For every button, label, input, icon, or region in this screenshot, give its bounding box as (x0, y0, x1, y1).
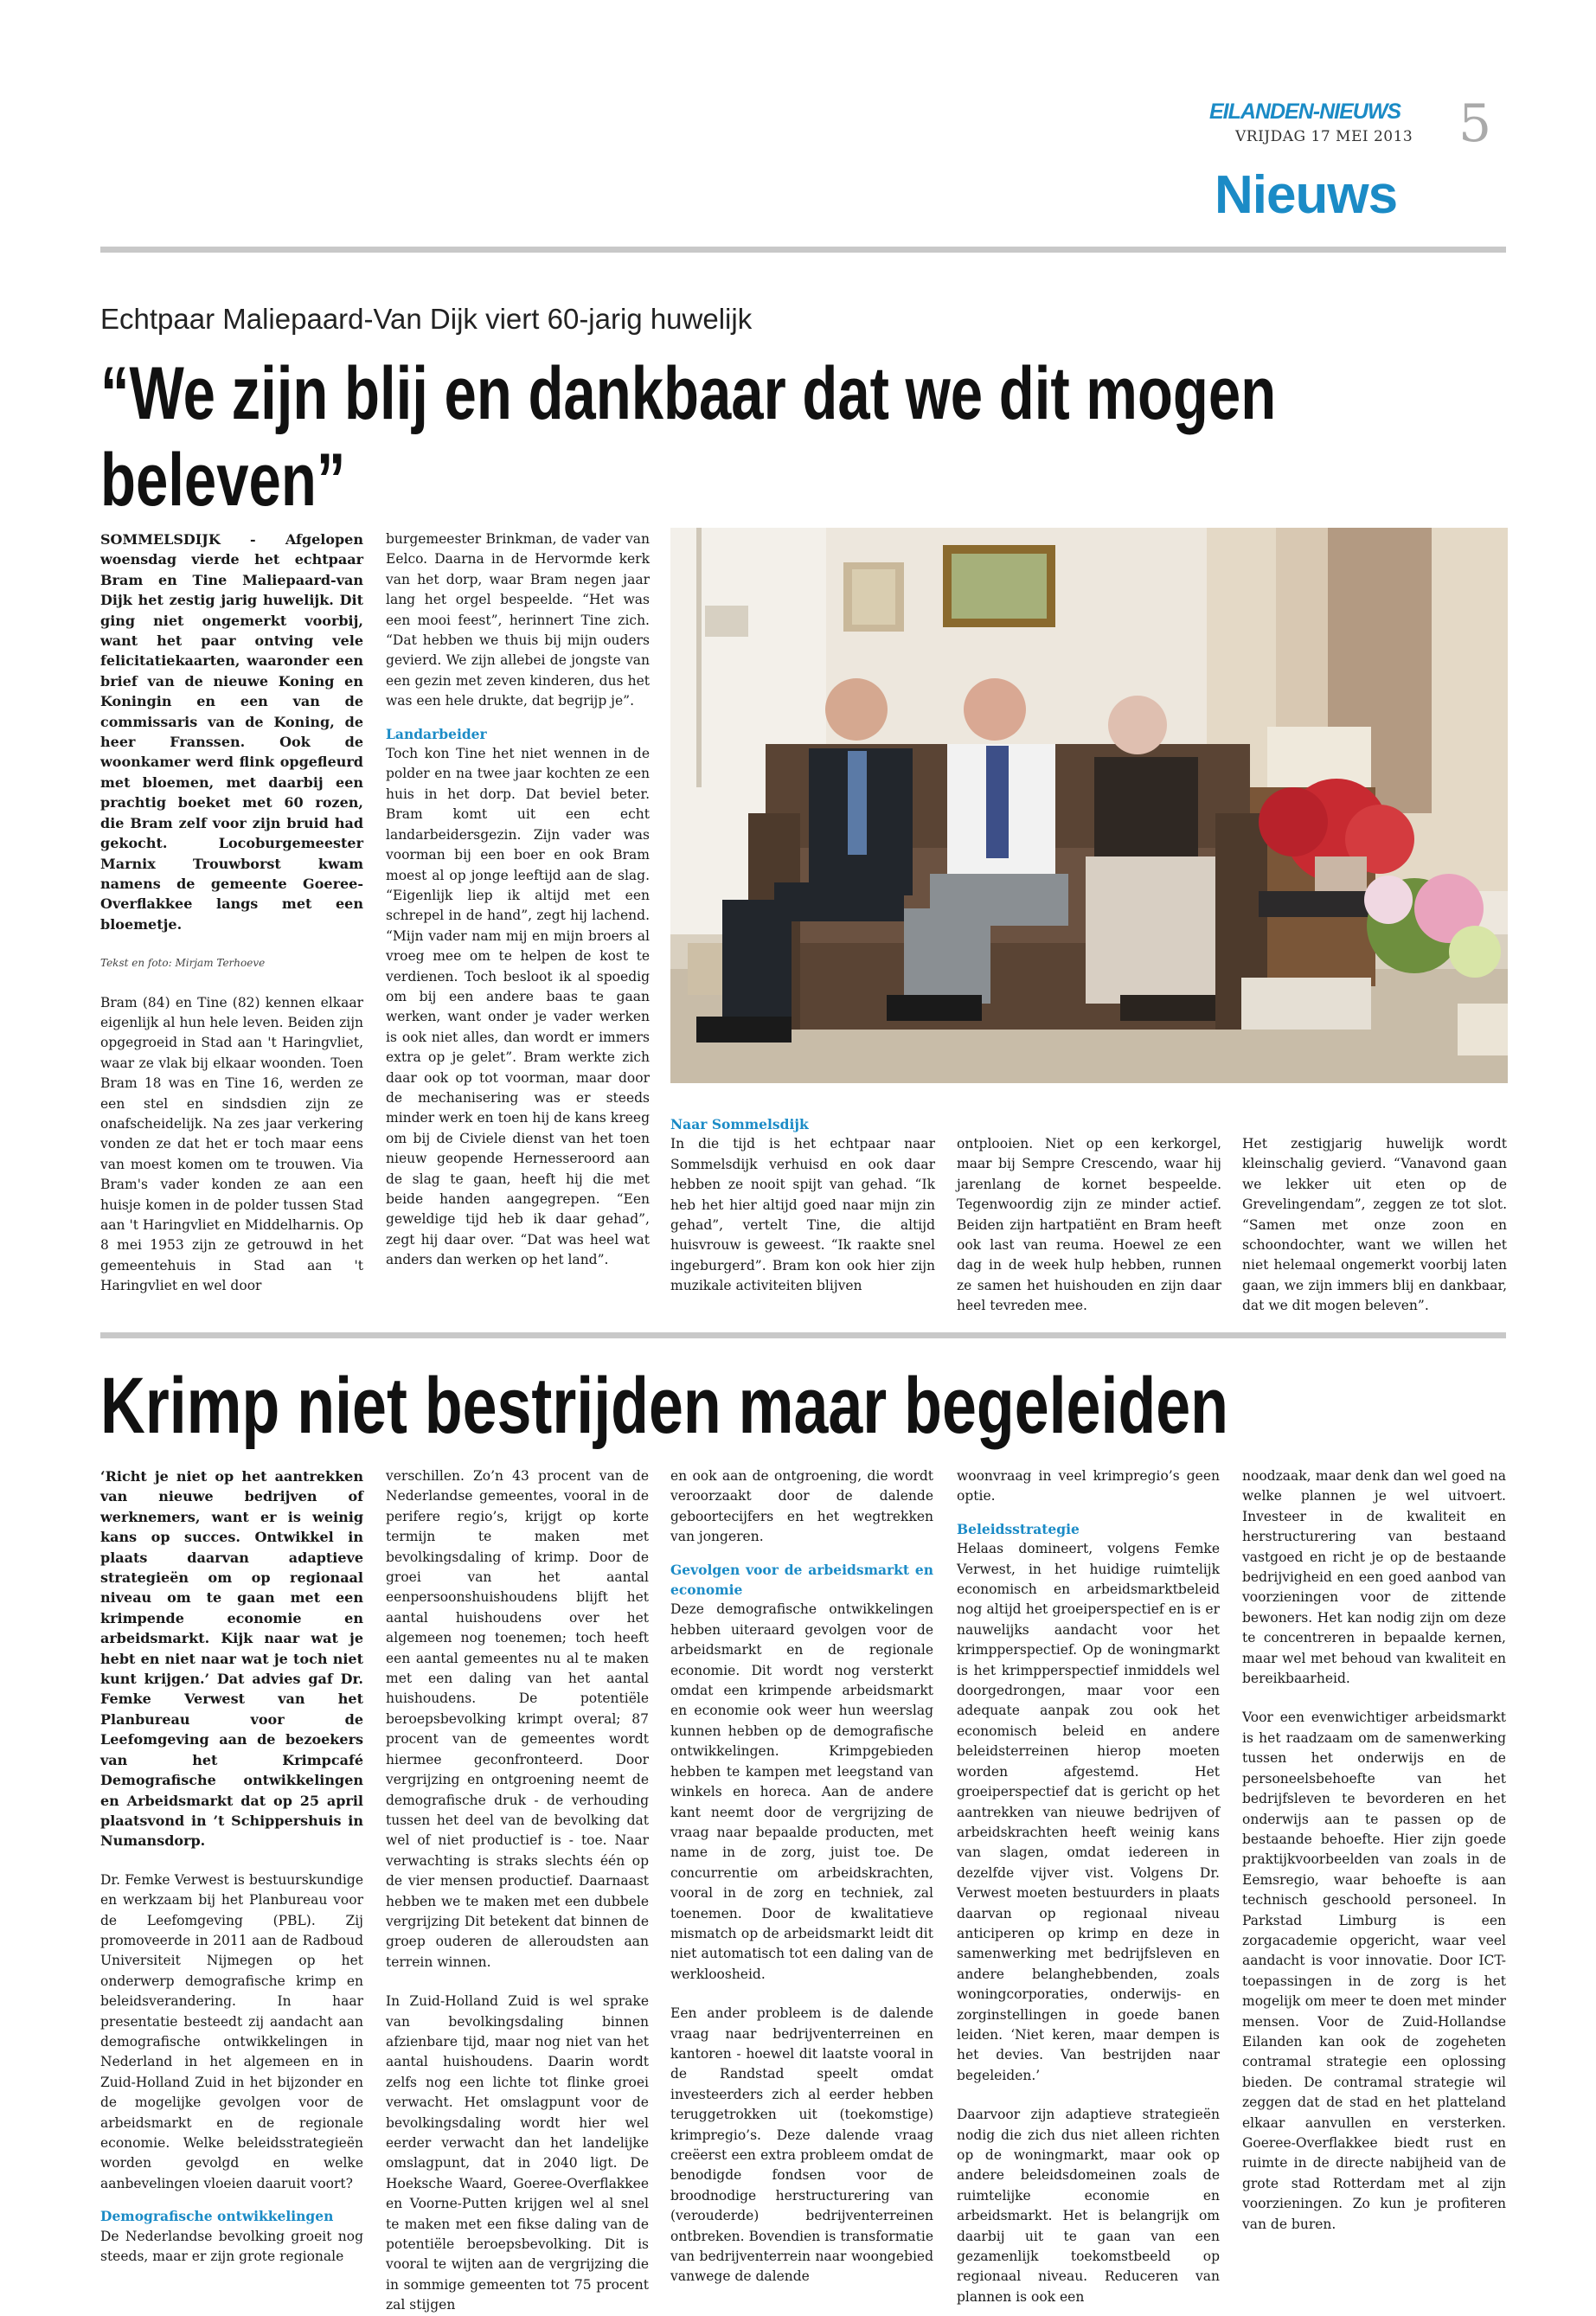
section-title: Nieuws (1215, 165, 1398, 225)
article2-col4-body3: Daarvoor zijn adaptieve strategieën nodig die zich dus niet alleen richten op de woningmarkt, maar ook op andere beleidsdomeinen zoals de ruimtelijke economie en arbeidsmarkt. Het is belangrijk om daarbij uit te gaan van een gezamenlijk toekomstbeeld op regionaal niveau. Reduceren van plannen is ook een (957, 2107, 1220, 2305)
article1-lead: SOMMELSDIJK - Afgelopen woensdag vierde het echtpaar Bram en Tine Maliepaard-van Dijk het zestig jarig huwelijk. Dit ging niet ongemerkt voorbij, want het paar ontving vele felicitatiekaarten, waaronder een brief van de nieuwe Koning en Koningin en een van de commissaris van de Koning, de heer Franssen. Ook de woonkamer werd flink opgefleurd met bloemen, met daarbij een prachtig boeket met 60 rozen, die Bram zelf voor zijn bruid had gekocht. Locoburgemeester Marnix Trouwborst kwam namens de gemeente Goeree-Overflakkee langs met een bloemetje. (100, 531, 363, 933)
article2-col4-body2: Helaas domineert, volgens Femke Verwest, in het huidige ruimtelijk economisch en arbeidsmarktbeleid nog altijd het groeiperspectief en is er nauwelijks aandacht voor het krimpperspectief. Op de woningmarkt is het krimpperspectief inmiddels wel doorgedrongen, maar voor een adequate aanpak zou ook het economisch beleid en andere beleidsterreinen hierop moeten worden afgestemd. Het groeiperspectief dat is gericht op het aantrekken van nieuwe bedrijven of arbeidskrachten heeft weinig kans van slagen, omdat iedereen in dezelfde vijver vist. Volgens Dr. Verwest moeten bestuurders in plaats daarvan op regionaal niveau anticiperen op krimp en deze in samenwerking met bedrijfsleven en andere belanghebbenden, zoals woningcorporaties, onderwijs- en zorginstellingen in goede banen leiden. ‘Niet keren, maar dempen is het devies. Van bestrijden naar begeleiden.’ (957, 1541, 1220, 2083)
article-kicker: Echtpaar Maliepaard-Van Dijk viert 60-jarig huwelijk (100, 303, 753, 335)
article2-col5-body: noodzaak, maar denk dan wel goed na welke plannen je wel uitvoert. Investeer in de kwaliteit en herstructurering van bestaand vastgoed en richt je op de bestaande bedrijvigheid en een goed aanbod van voorzieningen voor de zittende bewoners. Het kan nodig zijn om deze te concentreren in bepaalde kernen, maar wel met behoud van kwaliteit en bereikbaarheid. (1242, 1468, 1506, 1687)
couple-photo (670, 528, 1508, 1083)
article2-col1-body: Dr. Femke Verwest is bestuurskundige en werkzaam bij het Planbureau voor de Leefomgeving (PBL). Zij promoveerde in 2011 aan de Radboud Universiteit Nijmegen op het onderwerp demografische krimp en beleidsverandering. In haar presentatie besteedt zij aandacht aan demografische ontwikkelingen in Nederland in het algemeen en in Zuid-Holland Zuid in het bijzonder en de mogelijke gevolgen voor de arbeidsmarkt en de regionale economie. Welke beleidsstrategieën worden gevolgd en welke aanbevelingen vloeien daaruit voort? (100, 1871, 363, 2191)
article2-col4-body: woonvraag in veel krimpregio’s geen optie. (957, 1468, 1220, 1504)
article2-column-2 (386, 1466, 649, 2316)
article-headline-line2: beleven” (100, 439, 346, 522)
subhead-gevolgen: Gevolgen voor de arbeidsmarkt en economie (670, 1561, 933, 1599)
article2-col2-body2: In Zuid-Holland Zuid is wel sprake van bevolkingsdaling binnen afzienbare tijd, maar nog niet van het aantal huishoudens. Daarin wordt zelfs nog een lichte tot flinke groei verwacht. Het omslagpunt voor de bevolkingsdaling wordt hier wel eerder verwacht dan het landelijke omslagpunt, dat in 2040 ligt. De Hoeksche Waard, Goeree-Overflakkee en Voorne-Putten krijgen wel al snel te maken met een fikse daling van de potentiële beroepsbevolking. Dit is vooral te wijten aan de vergrijzing die in sommige gemeenten tot 75 procent zal stijgen (386, 1993, 649, 2313)
article1-col4-body: ontplooien. Niet op een kerkorgel, maar bij Sempre Crescendo, waar hij jarenlang de kornet bespeelde. Tegenwoordig zijn ze minder actief. Beiden zijn hartpatiënt en Bram heeft ook last van reuma. Hoewel ze een dag in de week hulp hebben, runnen ze samen het huishouden en zijn daar heel tevreden mee. (957, 1136, 1221, 1314)
article1-col2-body2: Toch kon Tine het niet wennen in de polder en na twee jaar kochten ze een huis in het dorp. Dat beviel beter. Bram komt uit een echt landarbeidersgezin. Zijn vader was voorman bij een boer en ook Bram moest al op jonge leeftijd aan de slag. “Eigenlijk liep ik altijd met een schrepel in de hand”, zegt hij lachend. “Mijn vader nam mij en mijn broers al vroeg mee om te helpen de kost te verdienen. Toch besloot ik al spoedig om bij een andere baas te gaan werken, want onder je vader werken is ook niet alles, dan wordt er immers extra op je gelet”. Bram werkte zich daar ook op tot voorman, maar door de mechanisering was er steeds minder werk en toen hij de kans kreeg om bij de Civiele dienst van het toen nieuw geopende Hernesseroord aan de slag te gaan, heeft hij die met beide handen aangegrepen. “Een geweldige tijd heb ik daar gehad”, zegt hij daar over. “Dat was heel wat anders dan werken op het land”. (386, 746, 650, 1268)
page-number: 5 (1458, 93, 1492, 154)
article2-column-1 (100, 1466, 363, 2267)
paper-logo: EILANDEN-NIEUWS (1209, 99, 1401, 124)
header-rule (100, 247, 1506, 253)
article1-col2-body: burgemeester Brinkman, de vader van Eelco. Daarna in de Hervormde kerk van het dorp, waar Bram negen jaar lang het orgel bespeelde. “Het was een mooi feest”, herinnert Tine zich. “Dat hebben we thuis bij mijn ouders gevierd. We zijn allebei de jongste van een gezin met zeven kinderen, dus het was een hele drukte, dat begrijp je”. (386, 531, 650, 709)
article2-headline: Krimp niet bestrijden maar begeleiden (100, 1362, 1228, 1450)
article1-column-3 (670, 1114, 935, 1297)
article2-column-4 (957, 1466, 1220, 2307)
article2-col1-body2: De Nederlandse bevolking groeit nog steeds, maar er zijn grote regionale (100, 2228, 363, 2265)
article1-col5-body: Het zestigjarig huwelijk wordt kleinschalig gevierd. “Vanavond gaan we lekker uit eten op de Grevelingendam”, zeggen ze tot slot. “Samen met onze zoon en schoondochter, want we willen het niet helemaal ongemerkt voorbij laten gaan, we zijn immers blij en dankbaar, dat we dit mogen beleven”. (1242, 1136, 1507, 1314)
photo-credit: Tekst en foto: Mirjam Terhoeve (100, 957, 266, 970)
article1-column-4 (957, 1134, 1221, 1317)
subhead-sommelsdijk: Naar Sommelsdijk (670, 1116, 809, 1132)
subhead-demografische: Demografische ontwikkelingen (100, 2208, 334, 2225)
article2-column-3 (670, 1466, 933, 2287)
article2-col3-body: en ook aan de ontgroening, die wordt veroorzaakt door de dalende geboortecijfers en het wegtrekken van jongeren. (670, 1468, 933, 1545)
article2-column-5 (1242, 1466, 1506, 2235)
article1-col1-body: Bram (84) en Tine (82) kennen elkaar eigenlijk al hun hele leven. Beiden zijn opgegroeid in Stad aan 't Haringvliet, waar ze vlak bij elkaar woonden. Toen Bram 18 was en Tine 16, werden ze een stel en sindsdien zijn ze onafscheidelijk. Na zes jaar verkering vonden ze dat het er toch maar eens van moest komen om te trouwen. Via Bram's vader konden ze aan een huisje komen in de polder tussen Stad aan 't Haringvliet en Middelharnis. Op 8 mei 1953 zijn ze getrouwd in het gemeentehuis in Stad aan 't Haringvliet en wel door (100, 994, 363, 1294)
article1-col3-body: In die tijd is het echtpaar naar Sommelsdijk verhuisd en ook daar hebben ze nooit spijt van gehad. “Ik heb het hier altijd goed naar mijn zin gehad”, vertelt Tine, die altijd huisvrouw is geweest. “Ik raakte snel ingeburgerd”. Bram kon ook hier zijn muzikale activiteiten blijven (670, 1136, 935, 1294)
article1-column-2 (386, 529, 650, 1271)
article2-col2-body: verschillen. Zo’n 43 procent van de Nederlandse gemeentes, vooral in de perifere regio’s, krijgt op korte termijn te maken met bevolkingsdaling of krimp. Door de groei van het aantal eenpersoonshuishoudens blijft het aantal huishoudens over het algemeen nog toenemen; toch heeft een aantal gemeentes nu al te maken met een daling van het aantal huishoudens. De potentiële beroepsbevolking krimpt overal; 87 procent van de gemeentes wordt hiermee geconfronteerd. Door vergrijzing en ontgroening neemt de demografische druk - de verhouding tussen het deel van de bevolking dat wel of niet productief is - toe. Naar verwachting is straks slechts één op de vier mensen productief. Daarnaast hebben we te maken met een dubbele vergrijzing Dit betekent dat binnen de groep ouderen de alleroudsten aan terrein winnen. (386, 1468, 649, 1970)
article2-col3-body2: Deze demografische ontwikkelingen hebben uiteraard gevolgen voor de arbeidsmarkt en de regionale economie. Dit wordt nog versterkt omdat een krimpende arbeidsmarkt en economie ook weer hun weerslag kunnen hebben op de demografische ontwikkelingen. Krimpgebieden hebben te kampen met leegstand van winkels en horeca. Aan de andere kant neemt door de vergrijzing de vraag naar bepaalde producten, met name in de zorg, juist toe. De concurrentie om arbeidskrachten, vooral in de zorg en techniek, zal toenemen. Door de kwalitatieve mismatch op de arbeidsmarkt leidt dit niet automatisch tot een daling van de werkloosheid. (670, 1601, 933, 1982)
article1-column-5 (1242, 1134, 1507, 1317)
article1-column-1 (100, 529, 363, 1297)
section-divider (100, 1332, 1506, 1338)
photo-illustration (670, 528, 1508, 1083)
article-headline-line1: “We zijn blij en dankbaar dat we dit mogen (100, 352, 1277, 435)
subhead-beleidsstrategie: Beleidsstrategie (957, 1520, 1080, 1537)
subhead-landarbeider: Landarbeider (386, 725, 487, 742)
article2-lead: ‘Richt je niet op het aantrekken van nieuwe bedrijven of werknemers, want er is weinig kans op succes. Ontwikkel in plaats daarvan adaptieve strategieën om op regionaal niveau om te gaan met een krimpende economie en arbeidsmarkt. Kijk naar wat je hebt en niet naar wat je toch niet kunt krijgen.’ Dat advies gaf Dr. Femke Verwest van het Planbureau voor de Leefomgeving aan de bezoekers van het Krimpcafé Demografische ontwikkelingen en Arbeidsmarkt dat op 25 april plaatsvond in ’t Schippershuis in Numansdorp. (100, 1468, 363, 1850)
issue-date: VRIJDAG 17 MEI 2013 (1235, 128, 1413, 145)
article2-col5-body2: Voor een evenwichtiger arbeidsmarkt is het raadzaam om de samenwerking tussen het onderwijs en de personeelsbehoefte van het bedrijfsleven te bevorderen en het onderwijs aan te passen op de bestaande behoefte. Hier zijn goede praktijkvoorbeelden van zoals in de Eemsregio, waar behoefte is aan technisch geschoold personeel. In Parkstad Limburg is een zorgacademie opgericht, waar veel aandacht is voor innovatie. Door ICT-toepassingen in de zorg is het mogelijk om meer te doen met minder mensen. Voor de Zuid-Hollandse Eilanden kan ook de zogeheten contramal strategie een oplossing bieden. De contramal strategie wil zeggen dat de stad en het platteland elkaar aanvullen en versterken. Goeree-Overflakkee biedt rust en ruimte in de directe nabijheid van de grote stad Rotterdam met al zijn voorzieningen. Zo kun je profiteren van de buren. (1242, 1710, 1506, 2232)
article2-col3-body3: Een ander probleem is de dalende vraag naar bedrijventerreinen en kantoren - hoewel dit laatste vooral in de Randstad speelt omdat investeerders zich al eerder hebben teruggetrokken uit (toekomstige) krimpregio’s. Deze dalende vraag creëerst een extra probleem omdat de benodigde fondsen voor de broodnodige herstructurering van (verouderde) bedrijventerreinen ontbreken. Bovendien is transformatie van bedrijventerrein naar woongebied vanwege de dalende (670, 2005, 933, 2285)
